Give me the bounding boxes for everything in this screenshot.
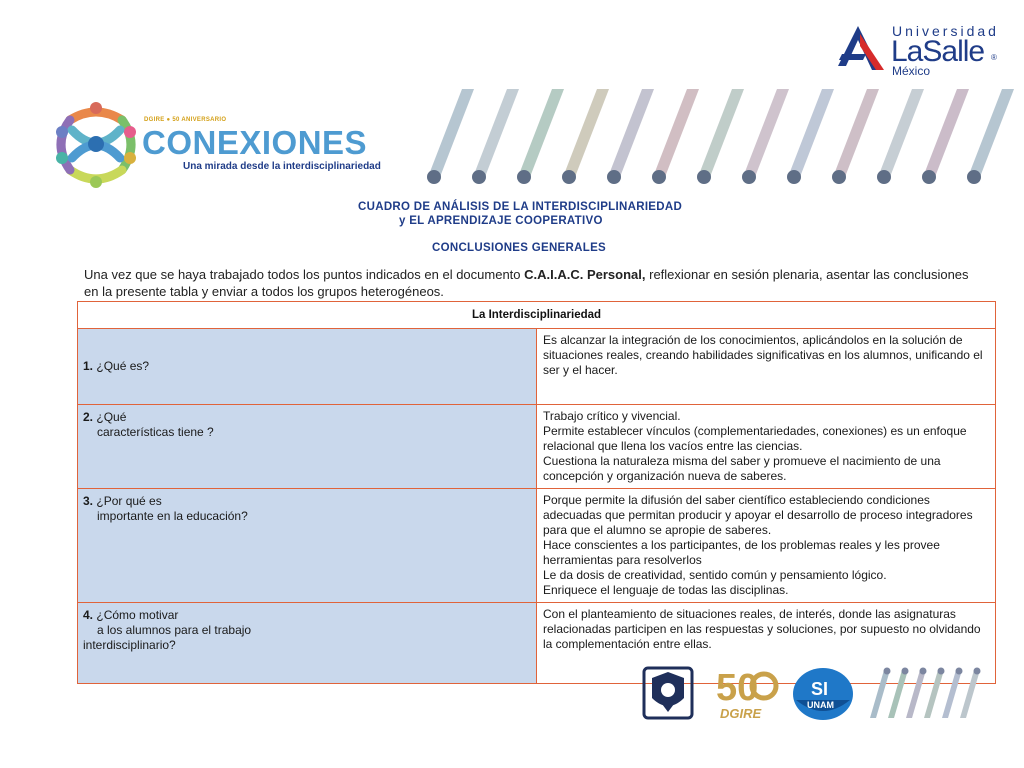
mini-spiral-dot [920, 668, 927, 675]
spiral-stripe [653, 89, 699, 177]
spiral-stripe [608, 89, 654, 177]
intro-doc-name: C.A.I.A.C. Personal, [524, 267, 646, 282]
answer-line: Permite establecer vínculos (complementariedades, conexiones) es un enfoque relacional que llena los vacíos entre las ciencias. [543, 424, 967, 453]
answer-line: Porque permite la difusión del saber científico estableciendo condiciones adecuadas que permitan producir y apoyar el desarrollo de proceso integradores para que el alumno se apropie de saberes. [543, 493, 973, 537]
table-header: La Interdisciplinariedad [78, 302, 996, 329]
conexiones-title: CONEXIONES [142, 124, 368, 161]
spiral-dot [607, 170, 621, 184]
spiral-banner-graphic [420, 85, 1020, 190]
lasalle-name: LaSalle [891, 35, 985, 68]
spiral-dot [787, 170, 801, 184]
answer-line: Enriquece el lenguaje de todas las disciplinas. [543, 583, 789, 597]
conexiones-ring-icon [50, 100, 142, 190]
si-unam-logo [790, 664, 856, 722]
analysis-table [77, 301, 996, 684]
document-heading: CUADRO DE ANÁLISIS DE LA INTERDISCIPLINARIEDAD [358, 201, 683, 213]
question-text: ¿Qué es? [96, 359, 150, 373]
spiral-stripe [788, 89, 834, 177]
dgire-label: DGIRE [720, 706, 762, 721]
answer-line: Es alcanzar la integración de los conocimientos, aplicándolos en la solución de situaciones reales, creando habilidades significativas en los alumnos, unificando el ser y el hacer. [543, 333, 983, 377]
si-label: SI [811, 679, 829, 699]
table-row [78, 329, 996, 405]
spiral-dot [922, 170, 936, 184]
conexiones-subtitle: Una mirada desde la interdisciplinariedad [183, 161, 381, 172]
mini-spiral-dot [884, 668, 891, 675]
question-text-cont: características tiene ? [97, 425, 214, 439]
conclusions-heading: CONCLUSIONES GENERALES [432, 242, 607, 254]
question-text: ¿Cómo motivar [96, 608, 179, 622]
spiral-dot [427, 170, 441, 184]
spiral-dot [832, 170, 846, 184]
mini-spiral-dot [938, 668, 945, 675]
mini-spiral-stripe [960, 670, 980, 718]
answer-cell [537, 329, 996, 405]
spiral-dot [562, 170, 576, 184]
conexiones-logo [50, 100, 390, 190]
spiral-mini-logo [866, 664, 982, 722]
mini-spiral-stripe [924, 670, 944, 718]
question-cell [78, 329, 537, 405]
table-row [78, 405, 996, 489]
intro-paragraph [84, 266, 984, 300]
table-row [78, 489, 996, 603]
dgire-number: 50 [716, 667, 759, 709]
question-text-tail: interdisciplinario? [83, 638, 176, 652]
question-text-cont: a los alumnos para el trabajo [97, 623, 252, 637]
spiral-dot [517, 170, 531, 184]
mini-spiral-dot [956, 668, 963, 675]
spiral-dot [652, 170, 666, 184]
spiral-stripe [563, 89, 609, 177]
question-cell [78, 489, 537, 603]
mini-spiral-stripe [888, 670, 908, 718]
spiral-dot [967, 170, 981, 184]
lasalle-emblem-icon [836, 24, 888, 74]
unam-label: UNAM [807, 700, 834, 710]
lasalle-university-label: Universidad [892, 23, 999, 39]
intro-text-start: Una vez que se haya trabajado todos los puntos indicados en el documento [84, 267, 525, 282]
lasalle-country-label: México [892, 64, 931, 78]
table-header-row [78, 302, 996, 329]
spiral-stripe [698, 89, 744, 177]
spiral-stripe [968, 89, 1014, 177]
lasalle-registered-mark: ® [991, 53, 997, 62]
footer-logos [640, 664, 985, 724]
conexiones-tagline: DGIRE ● 50 ANIVERSARIO [144, 117, 227, 123]
spiral-dot [697, 170, 711, 184]
unam-seal-icon [640, 664, 696, 722]
answer-line: Le da dosis de creatividad, sentido común y pensamiento lógico. [543, 568, 887, 582]
mini-spiral-stripe [906, 670, 926, 718]
dgire-50-logo [710, 664, 780, 722]
mini-spiral-dot [902, 668, 909, 675]
answer-line: Con el planteamiento de situaciones reales, de interés, donde las asignaturas relacionadas participen en las respuestas y soluciones, por supuesto no olvidando la complementación entre ellas. [543, 607, 981, 651]
mini-spiral-stripe [942, 670, 962, 718]
question-number: 4. [83, 608, 94, 622]
answer-line: Cuestiona la naturaleza misma del saber y promueve el nacimiento de una concepción y organización nueva de saberes. [543, 454, 941, 483]
spiral-stripe [518, 89, 564, 177]
spiral-stripe [833, 89, 879, 177]
question-number: 2. [83, 410, 94, 424]
answer-line: Trabajo crítico y vivencial. [543, 409, 681, 423]
answer-cell [537, 489, 996, 603]
answer-cell [537, 405, 996, 489]
question-text: ¿Por qué es [96, 494, 162, 508]
spiral-dot [472, 170, 486, 184]
question-text: ¿Qué [96, 410, 127, 424]
mini-spiral-stripe [870, 670, 890, 718]
spiral-dot [877, 170, 891, 184]
question-cell [78, 603, 537, 684]
spiral-stripe [743, 89, 789, 177]
spiral-stripe [878, 89, 924, 177]
question-text-cont: importante en la educación? [97, 509, 248, 523]
lasalle-logo [836, 20, 1006, 80]
intro-text-end: reflexionar en sesión plenaria, asentar las conclusiones en la presente tabla y enviar a todos los grupos heterogéneos. [84, 267, 969, 299]
mini-spiral-dot [974, 668, 981, 675]
spiral-stripe [428, 89, 474, 177]
question-number: 3. [83, 494, 94, 508]
question-cell [78, 405, 537, 489]
answer-line: Hace conscientes a los participantes, de los problemas reales y les provee herramientas para resolverlos [543, 538, 940, 567]
spiral-stripe [473, 89, 519, 177]
question-number: 1. [83, 359, 94, 373]
document-subheading: y EL APRENDIZAJE COOPERATIVO [399, 215, 603, 227]
spiral-stripe [923, 89, 969, 177]
spiral-dot [742, 170, 756, 184]
